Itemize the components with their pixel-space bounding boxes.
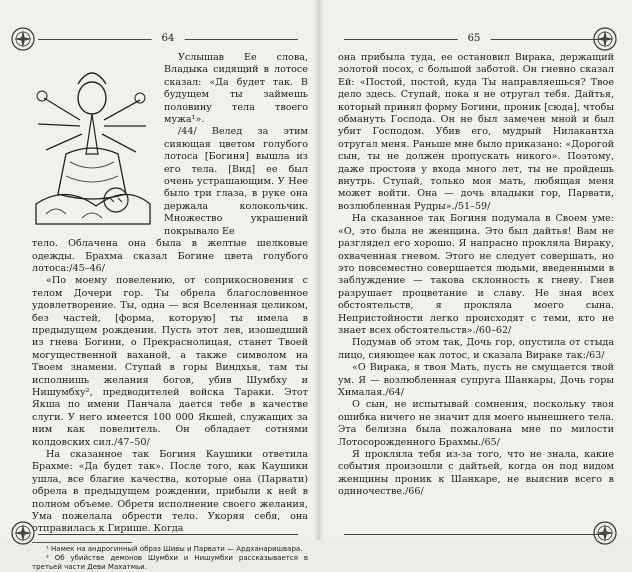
left-page [24, 30, 312, 571]
body-paragraph: Подумав об этом так, Дочь гор, опустила от стыда лицо, сияющее как лотос, и сказала Вираке так:/63/ [338, 337, 614, 361]
body-paragraph: «О Вирака, я твоя Мать, пусть не смущается твой ум. Я — возлюбленная супруга Шанкары, Дочь горы Хималая./64/ [338, 362, 614, 398]
right-page-number: 65 [458, 32, 491, 46]
goddess-illustration [26, 54, 154, 230]
left-page-number: 64 [152, 32, 185, 46]
body-paragraph: «По моему повелению, от соприкосновения с телом Дочери гор. Ты обрела благословенное удовлетворение. Ты, одна — вся Вселенная целиком, без частей, [форма, которую] ты имела в предыдущем рождении. Пусть этот лев, изошедший из гнева Богини, о Прекраснолицая, станет Твоей могущественной ваханой, а также символом на Твоем знамени. Ступай в горы Виндхья, там ты исполнишь желания богов, убив Шумбху и Нишумбху², предводителей войска Тараки. Этот Якша по имени Панчала дается тебе в качестве слуги. У него имеется 100 000 Якшей, служащих за ним как повелитель. Он обладает сотнями колдовских сил./47–50/ [32, 275, 308, 448]
right-page-body [338, 52, 614, 499]
left-page-body [32, 52, 308, 572]
intro-paragraph: /44/ Велед за этим сияющая цветом голубого лотоса [Богиня] вышла из его тела. [Вид] ее был очень устрашающим. У Нее было три глаза, в руке она держала колокольчик. Множество украшений покрывало Ее [164, 126, 308, 237]
right-page-footer-rule [344, 534, 604, 535]
body-paragraph: На сказанное так Богиня Каушики ответила Брахме: «Да будет так». После того, как Каушики ушла, все благие качества, которые она (Парвати) обрела в предыдущем рождении, прибыли к ней в полном объеме. Обретя исполнение своего желания, Ума пожелала обрести тело. Укоряя себя, она отправилась к Гирише. Когда [32, 449, 308, 535]
left-page-header [24, 32, 312, 48]
body-paragraph: Я прокляла тебя из-за того, что не знала, какие события произошли с дайтьей, когда он под видом женщины проник к Шанкаре, не выяснив всего в одиночестве./66/ [338, 449, 614, 498]
intro-paragraph: Услышав Ее слова, Владыка сидящий в лотосе сказал: «Да будет так. В будущем ты займешь половину тела твоего мужа¹». [164, 52, 308, 126]
corner-ornament-icon [592, 520, 618, 546]
body-paragraph: тело. Облачена она была в желтые шелковые одежды. Брахма сказал Богине цвета голубого лотоса:/45–46/ [32, 238, 308, 274]
footnote: ² Об убийстве демонов Шумбхи и Нишумбхи рассказывается в третьей части Деви Махатмьи. [32, 553, 308, 571]
corner-ornament-icon [10, 26, 36, 52]
body-paragraph: На сказанное так Богиня подумала в Своем уме: «О, это была не женщина. Это был дайтья! Вам не разглядел его хорошо. Я напрасно прокляла Вираку, охваченная гневом. Этого не следует совершать, но это повсеместно совершается людьми, введенными в заблуждение — такова склонность к гневу. Гнев разрушает процветание и славу. Не зная всех обстоятельств, я прокляла моего сына. Непристойности легко происходят с теми, кто не знает всех обстоятельств»./60–62/ [338, 213, 614, 336]
body-paragraph: О сын, не испытывай сомнения, поскольку твоя ошибка ничего не значит для моего нынешнего тела. Эта белизна была пожалована мне по милости Лотосорожденного Брахмы./65/ [338, 399, 614, 448]
corner-ornament-icon [592, 26, 618, 52]
left-page-footer-rule [38, 534, 298, 535]
right-page-header [330, 32, 618, 48]
body-paragraph: она прибыла туда, ее остановил Вирака, держащий золотой посох, с большой заботой. Он гневно сказал Ей: «Постой, постой, куда Ты направляешься? Твое дело здесь. Ступай, пока я не отругал тебя. Дайтья, который принял форму Богини, проник [сюда], чтобы обмануть Господа. Он не был замечен мной и был убит Господом. Убив его, мудрый Нилакантха отругал меня. Раньше мне было приказано: «Дорогой сын, ты не должен пропускать никого». Поэтому, даже простояв у входа много лет, ты не пройдешь внутрь. Ступай, только моя мать, любящая меня может войти. Она — дочь владыки гор, Парвати, возлюбленная Рудры»./51–59/ [338, 52, 614, 212]
footnote: ¹ Намек на андрогинный образ Шивы и Парвати — Ардханаришвара. [46, 544, 303, 553]
right-page [330, 30, 618, 510]
book-gutter [314, 0, 324, 540]
corner-ornament-icon [10, 520, 36, 546]
